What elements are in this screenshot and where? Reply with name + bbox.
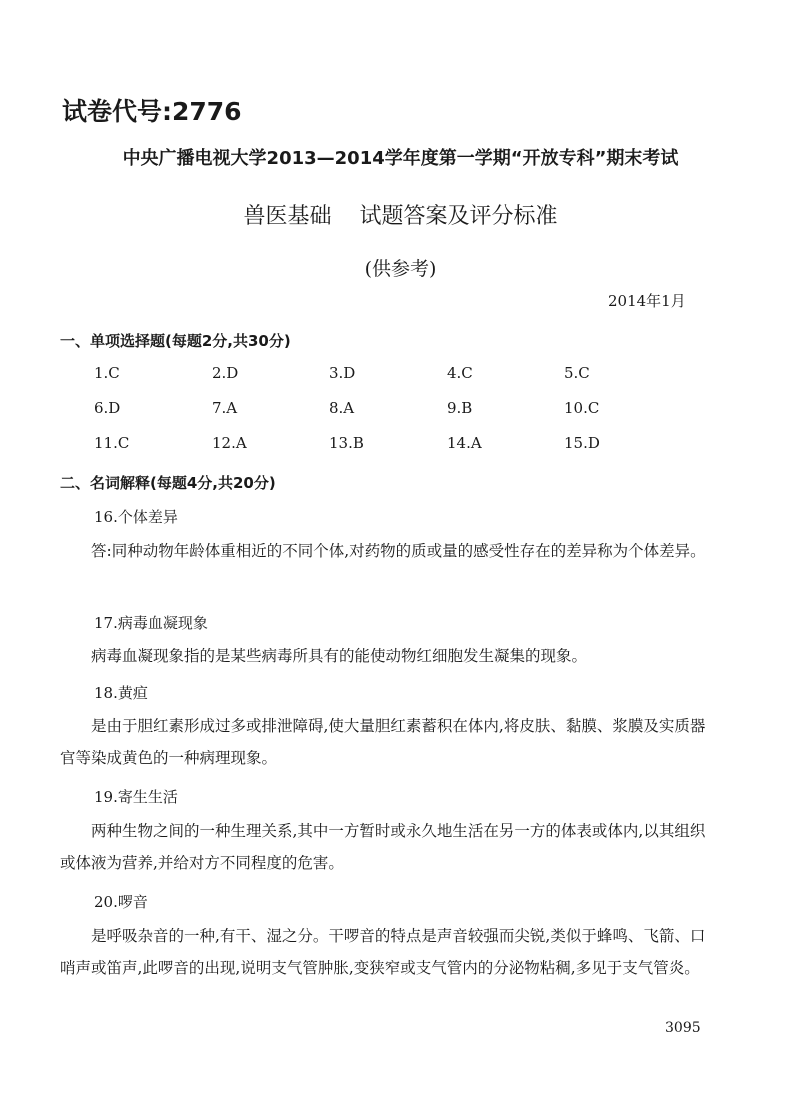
reference-note: (供参考) xyxy=(364,258,437,280)
answer-item: 8.A xyxy=(329,399,355,417)
term-answer-text: 是由于胆红素形成过多或排泄障碍,使大量胆红素蓄积在体内,将皮肤、黏膜、浆膜及实质器官等染成黄色的一种病理现象。 xyxy=(60,717,706,767)
page-number: 3095 xyxy=(665,1020,701,1036)
answer-item: 12.A xyxy=(212,434,247,452)
term-answer xyxy=(60,640,720,672)
answer-item: 1.C xyxy=(94,364,120,382)
term-title: 19.寄生生活 xyxy=(94,788,178,806)
document-title: 兽医基础 试题答案及评分标准 xyxy=(243,204,558,229)
term-title: 18.黄疸 xyxy=(94,684,148,702)
answer-item: 6.D xyxy=(94,399,121,417)
answer-item: 10.C xyxy=(564,399,600,417)
answer-item: 5.C xyxy=(564,364,590,382)
term-answer xyxy=(60,815,720,879)
term-answer-text: 两种生物之间的一种生理关系,其中一方暂时或永久地生活在另一方的体表或体内,以其组织或体液为营养,并给对方不同程度的危害。 xyxy=(60,822,706,872)
answer-item: 13.B xyxy=(329,434,364,452)
answer-item: 14.A xyxy=(447,434,482,452)
section-heading-terms: 二、名词解释(每题4分,共20分) xyxy=(60,474,276,492)
answer-item: 11.C xyxy=(94,434,130,452)
answer-item: 7.A xyxy=(212,399,238,417)
answer-item: 9.B xyxy=(447,399,473,417)
term-answer xyxy=(60,920,720,984)
term-answer-text: 答:同种动物年龄体重相近的不同个体,对药物的质或量的感受性存在的差异称为个体差异。 xyxy=(91,542,706,560)
section-heading-choice: 一、单项选择题(每题2分,共30分) xyxy=(60,332,291,350)
term-answer-text: 病毒血凝现象指的是某些病毒所具有的能使动物红细胞发生凝集的现象。 xyxy=(91,647,588,665)
answer-item: 4.C xyxy=(447,364,473,382)
term-title: 20.啰音 xyxy=(94,893,148,911)
exam-header: 中央广播电视大学2013—2014学年度第一学期“开放专科”期末考试 xyxy=(122,148,679,169)
answer-item: 15.D xyxy=(564,434,600,452)
term-answer-text: 是呼吸杂音的一种,有干、湿之分。干啰音的特点是声音较强而尖锐,类似于蜂鸣、飞箭、口哨声或笛声,此啰音的出现,说明支气管肿胀,变狭窄或支气管内的分泌物粘稠,多见于支气管炎。 xyxy=(60,927,706,977)
answer-item: 2.D xyxy=(212,364,239,382)
term-answer xyxy=(60,535,720,567)
answer-item: 3.D xyxy=(329,364,356,382)
term-answer xyxy=(60,710,720,774)
term-title: 16.个体差异 xyxy=(94,508,178,526)
exam-code: 试卷代号:2776 xyxy=(62,97,242,126)
exam-date: 2014年1月 xyxy=(608,292,686,310)
term-title: 17.病毒血凝现象 xyxy=(94,614,208,632)
